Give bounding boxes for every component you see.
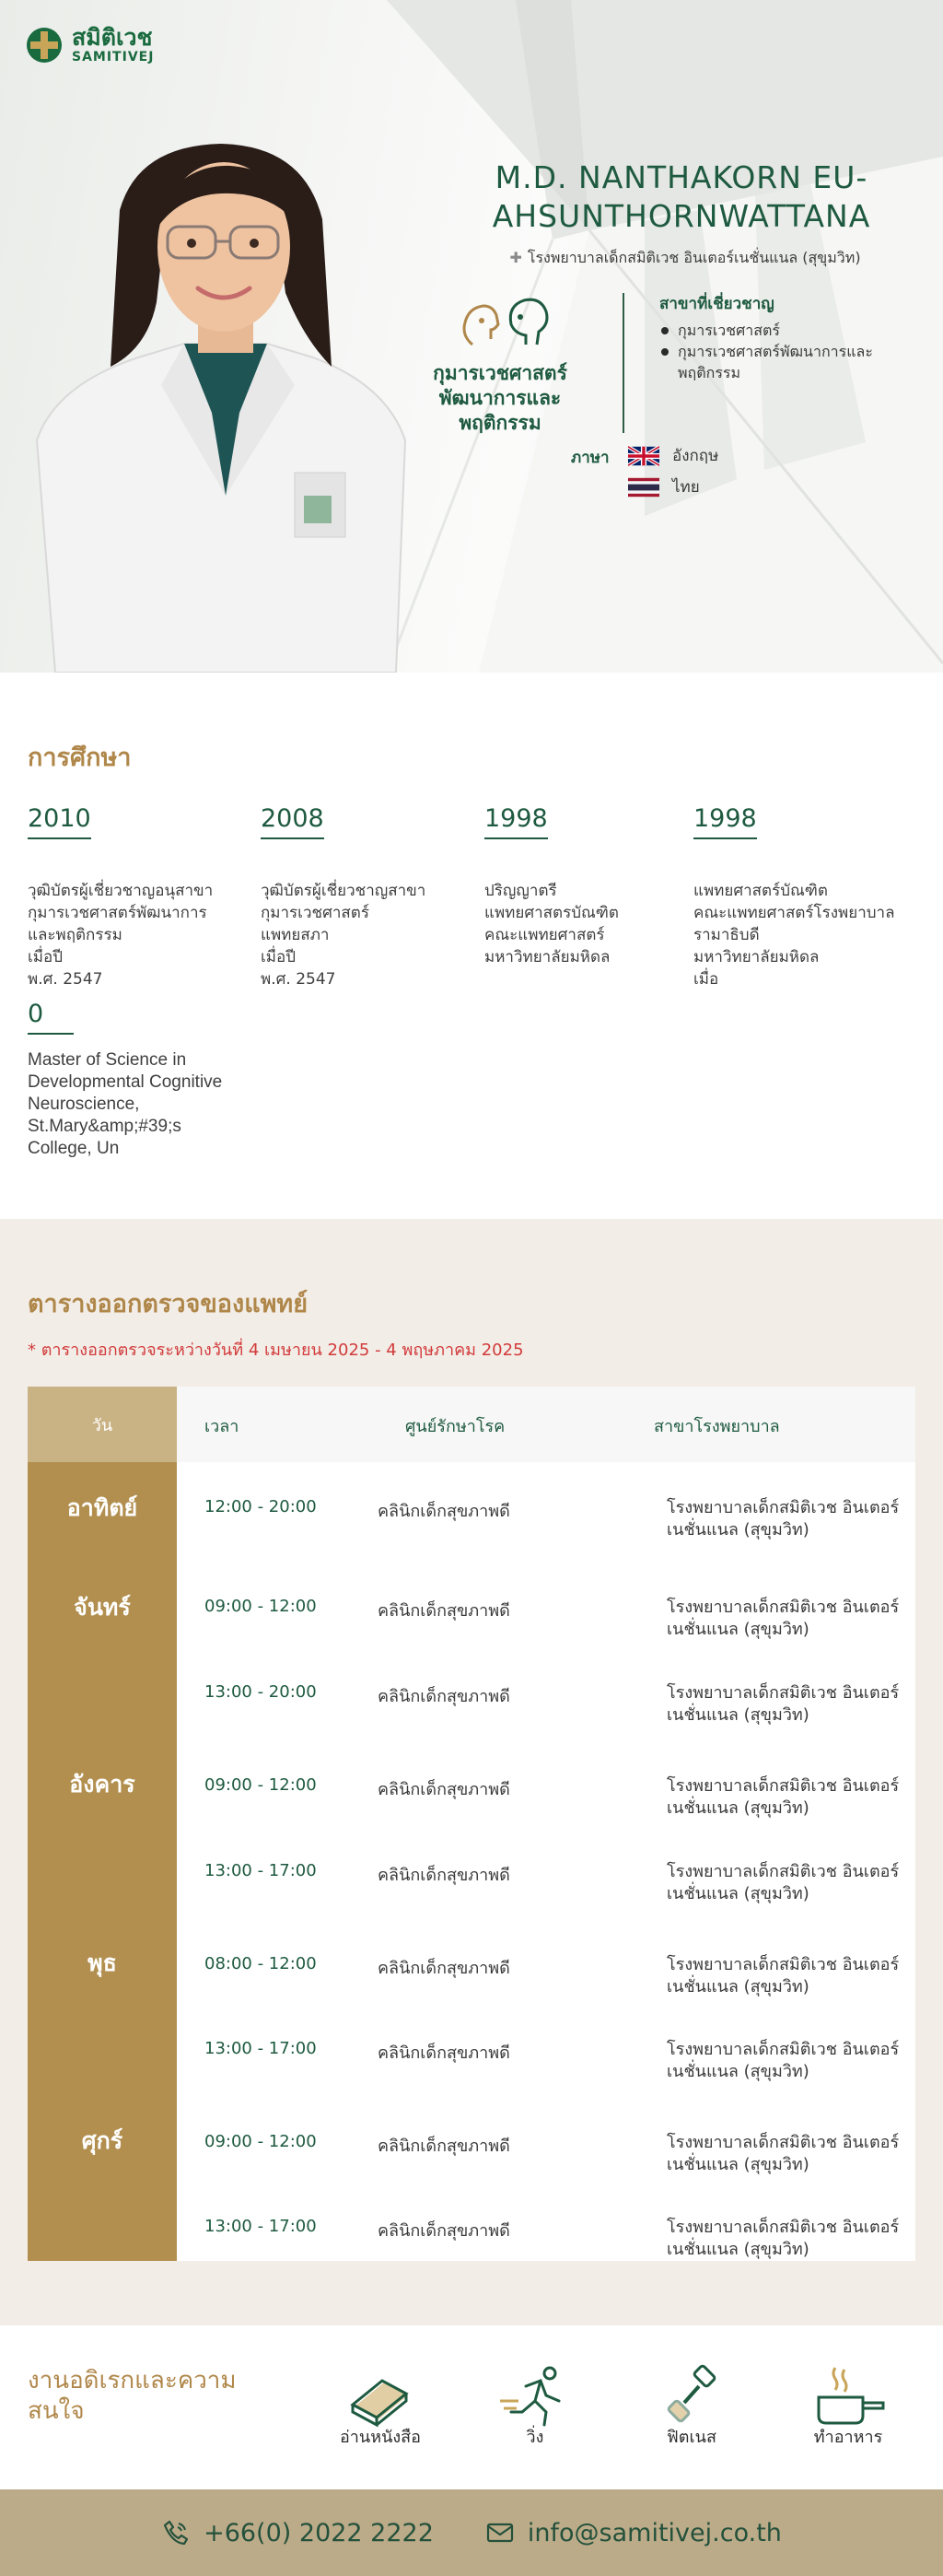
language-label: ภาษา: [571, 449, 610, 467]
row-clinic[interactable]: คลินิกเด็กสุขภาพดี: [378, 1866, 510, 1885]
row-time: 13:00 - 17:00: [204, 1861, 317, 1880]
education-text: แพทยศาสตร์บัณฑิต คณะแพทยศาสตร์โรงพยาบาล รามาธิบดี มหาวิทยาลัยมหิดล เมื่อ: [693, 882, 895, 989]
book-icon: [343, 2364, 417, 2429]
header-day: วัน: [28, 1387, 177, 1462]
specialty-title: กุมารเวชศาสตร์พัฒนาการและพฤติกรรม: [433, 362, 567, 434]
education-year: 2008: [261, 804, 324, 839]
thai-flag-icon: [628, 477, 659, 498]
schedule-row: [177, 2182, 915, 2261]
hospital-plus-icon: ✚: [509, 249, 522, 266]
parent-child-heads-icon: [445, 287, 555, 352]
day-cell: จันทร์: [74, 1594, 131, 1621]
row-branch[interactable]: โรงพยาบาลเด็กสมิติเวช อินเตอร์เนชั่นแนล (สุขุมวิท): [667, 2040, 900, 2081]
subspecialty-block: [659, 291, 908, 383]
language-name: อังกฤษ: [672, 447, 719, 465]
header-branch: สาขาโรงพยาบาล: [654, 1417, 780, 1436]
contact-footer: [0, 2489, 943, 2576]
row-time: 12:00 - 20:00: [204, 1497, 317, 1516]
row-branch[interactable]: โรงพยาบาลเด็กสมิติเวช อินเตอร์เนชั่นแนล (สุขุมวิท): [667, 1498, 900, 1540]
logo-english-text: SAMITIVEJ: [72, 50, 155, 64]
hobbies-section: [0, 2325, 943, 2489]
schedule-row: [177, 1912, 915, 2004]
education-text: วุฒิบัตรผู้เชี่ยวชาญสาขา กุมารเวชศาสตร์ แพทยสภา เมื่อปี พ.ศ. 2547: [261, 882, 426, 989]
row-clinic[interactable]: คลินิกเด็กสุขภาพดี: [378, 2043, 510, 2063]
schedule-rows: [177, 1462, 915, 2261]
schedule-note: * ตารางออกตรวจระหว่างวันที่ 4 เมษายน 2025 - 4 พฤษภาคม 2025: [28, 1341, 524, 1360]
hospital-line: [446, 247, 925, 270]
education-item: [28, 1000, 239, 1160]
education-item: [484, 804, 696, 968]
language-english: [628, 443, 718, 468]
education-year: 1998: [693, 804, 757, 839]
schedule-row: [177, 1562, 915, 1647]
running-icon: [498, 2364, 572, 2429]
hobby-running: [466, 2364, 604, 2450]
education-item: [693, 804, 905, 990]
row-clinic[interactable]: คลินิกเด็กสุขภาพดี: [378, 1502, 510, 1521]
samitivej-logo[interactable]: [26, 26, 154, 64]
education-year: 0: [28, 1000, 74, 1035]
header-time: เวลา: [204, 1417, 239, 1436]
subspecialty-item: กุมารเวชศาสตร์พัฒนาการและพฤติกรรม: [659, 341, 908, 383]
subspecialty-heading: สาขาที่เชี่ยวชาญ: [659, 295, 774, 313]
row-time: 09:00 - 12:00: [204, 1775, 317, 1795]
schedule-section: [0, 1219, 943, 2325]
uk-flag-icon: [628, 446, 659, 466]
education-grid: [28, 804, 915, 1164]
education-item: [28, 804, 239, 990]
phone-contact[interactable]: [161, 2518, 434, 2547]
phone-number: +66(0) 2022 2222: [204, 2518, 434, 2547]
row-branch[interactable]: โรงพยาบาลเด็กสมิติเวช อินเตอร์เนชั่นแนล (สุขุมวิท): [667, 2218, 900, 2259]
row-branch[interactable]: โรงพยาบาลเด็กสมิติเวช อินเตอร์เนชั่นแนล (สุขุมวิท): [667, 1776, 900, 1818]
hobby-label: อ่านหนังสือ: [340, 2428, 421, 2447]
row-time: 13:00 - 17:00: [204, 2217, 317, 2236]
row-clinic[interactable]: คลินิกเด็กสุขภาพดี: [378, 2137, 510, 2156]
education-year: 2010: [28, 804, 91, 839]
hobby-cooking: [779, 2364, 917, 2450]
day-cell: ศุกร์: [81, 2127, 123, 2154]
hobby-label: ฟิตเนส: [667, 2428, 716, 2447]
education-text: Master of Science in Developmental Cognitive Neuroscience, St.Mary&amp;#39;s College, Un: [28, 1050, 223, 1158]
education-title: การศึกษา: [28, 744, 132, 772]
row-branch[interactable]: โรงพยาบาลเด็กสมิติเวช อินเตอร์เนชั่นแนล (สุขุมวิท): [667, 1598, 900, 1639]
hospital-name: โรงพยาบาลเด็กสมิติเวช อินเตอร์เนชั่นแนล (สุขุมวิท): [527, 249, 861, 266]
day-cell: อังคาร: [69, 1771, 135, 1797]
subspecialty-list: [659, 320, 908, 383]
schedule-header-row: [28, 1387, 915, 1462]
hobbies-title: งานอดิเรกและความสนใจ: [28, 2367, 237, 2425]
header-columns: [177, 1387, 915, 1462]
row-clinic[interactable]: คลินิกเด็กสุขภาพดี: [378, 1780, 510, 1799]
schedule-title: ตารางออกตรวจของแพทย์: [28, 1290, 309, 1318]
education-section: [0, 673, 943, 1219]
row-clinic[interactable]: คลินิกเด็กสุขภาพดี: [378, 1601, 510, 1621]
row-time: 09:00 - 12:00: [204, 1597, 317, 1616]
dumbbell-icon: [655, 2364, 728, 2429]
logo-cross-icon: [26, 27, 63, 64]
row-branch[interactable]: โรงพยาบาลเด็กสมิติเวช อินเตอร์เนชั่นแนล (สุขุมวิท): [667, 1862, 900, 1903]
doctor-portrait: [0, 109, 433, 673]
education-text: วุฒิบัตรผู้เชี่ยวชาญอนุสาขา กุมารเวชศาสตร์พัฒนาการ และพฤติกรรม เมื่อปี พ.ศ. 2547: [28, 882, 214, 989]
row-branch[interactable]: โรงพยาบาลเด็กสมิติเวช อินเตอร์เนชั่นแนล (สุขุมวิท): [667, 1955, 900, 1996]
email-address: info@samitivej.co.th: [527, 2518, 782, 2547]
subspecialty-item: กุมารเวชศาสตร์: [659, 320, 908, 341]
row-time: 09:00 - 12:00: [204, 2132, 317, 2151]
schedule-row: [177, 1462, 915, 1562]
row-time: 08:00 - 12:00: [204, 1954, 317, 1973]
schedule-row: [177, 1826, 915, 1912]
row-time: 13:00 - 20:00: [204, 1682, 317, 1702]
row-time: 13:00 - 17:00: [204, 2039, 317, 2058]
header-clinic: ศูนย์รักษาโรค: [405, 1417, 506, 1436]
mail-icon: [485, 2518, 515, 2547]
schedule-row: [177, 2090, 915, 2182]
row-clinic[interactable]: คลินิกเด็กสุขภาพดี: [378, 1959, 510, 1978]
hobby-fitness: [623, 2364, 761, 2450]
phone-icon: [161, 2518, 191, 2547]
hobby-reading: [311, 2364, 449, 2450]
schedule-body: [28, 1462, 915, 2261]
education-text: ปริญญาตรี แพทยศาสตรบัณฑิต คณะแพทยศาสตร์ มหาวิทยาลัยมหิดล: [484, 882, 619, 966]
cooking-pot-icon: [811, 2364, 885, 2429]
logo-thai-text: สมิติเวช: [72, 24, 153, 51]
day-cell: พุธ: [87, 1950, 117, 1976]
schedule-row: [177, 1733, 915, 1826]
schedule-table: [28, 1387, 915, 2261]
day-cell: อาทิตย์: [66, 1494, 138, 1521]
education-year: 1998: [484, 804, 548, 839]
specialty-divider: [623, 293, 624, 433]
row-branch[interactable]: โรงพยาบาลเด็กสมิติเวช อินเตอร์เนชั่นแนล (สุขุมวิท): [667, 2133, 900, 2174]
row-clinic[interactable]: คลินิกเด็กสุขภาพดี: [378, 2221, 510, 2241]
doctor-hero: [0, 0, 943, 673]
hobby-label: ทำอาหาร: [813, 2428, 883, 2447]
day-column: [28, 1462, 177, 2261]
schedule-row: [177, 2004, 915, 2090]
education-item: [261, 804, 472, 990]
schedule-row: [177, 1647, 915, 1733]
doctor-name: M.D. NANTHAKORN EU-AHSUNTHORNWATTANA: [492, 159, 871, 234]
language-name: ไทย: [672, 478, 700, 497]
hobby-label: วิ่ง: [526, 2428, 544, 2447]
specialty-block: [422, 287, 578, 436]
email-contact[interactable]: [485, 2518, 782, 2547]
language-thai: [628, 474, 700, 499]
row-branch[interactable]: โรงพยาบาลเด็กสมิติเวช อินเตอร์เนชั่นแนล (สุขุมวิท): [667, 1683, 900, 1725]
row-clinic[interactable]: คลินิกเด็กสุขภาพดี: [378, 1687, 510, 1706]
